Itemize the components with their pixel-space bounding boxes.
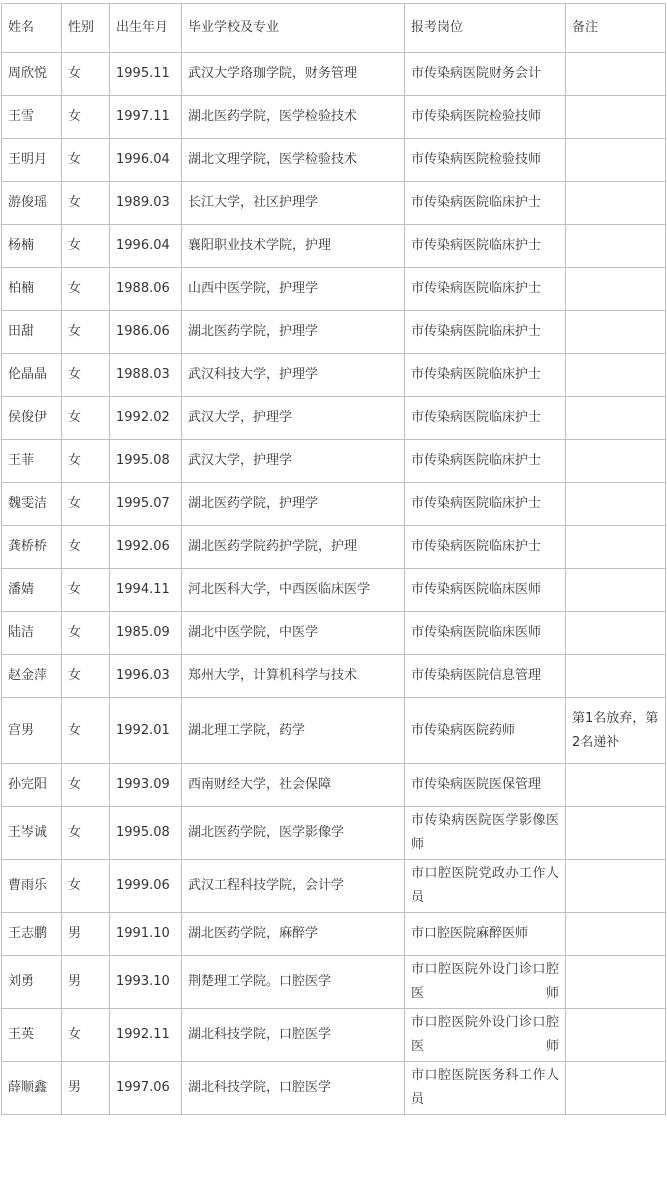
cell-gender: 女 (62, 311, 110, 354)
table-row (2, 612, 666, 655)
cell-birth: 1988.03 (110, 354, 182, 397)
header-birth: 出生年月 (110, 4, 182, 53)
cell-gender: 女 (62, 764, 110, 807)
cell-position: 市口腔医院医务科工作人员 (405, 1062, 566, 1115)
cell-gender: 女 (62, 139, 110, 182)
cell-gender: 女 (62, 612, 110, 655)
cell-school: 湖北医药学院，护理学 (182, 483, 405, 526)
cell-name: 宫男 (2, 698, 62, 764)
cell-gender: 女 (62, 1009, 110, 1062)
cell-position: 市传染病医院临床护士 (405, 182, 566, 225)
cell-name: 柏楠 (2, 268, 62, 311)
table-row (2, 311, 666, 354)
cell-position: 市口腔医院外设门诊口腔医师 (405, 1009, 566, 1062)
table-row (2, 1009, 666, 1062)
cell-name: 刘勇 (2, 956, 62, 1009)
cell-remark (566, 397, 666, 440)
cell-position: 市传染病医院临床护士 (405, 440, 566, 483)
cell-remark (566, 483, 666, 526)
cell-position: 市传染病医院临床医师 (405, 569, 566, 612)
cell-gender: 女 (62, 96, 110, 139)
table-row (2, 569, 666, 612)
cell-school: 湖北科技学院，口腔医学 (182, 1062, 405, 1115)
cell-position: 市口腔医院党政办工作人员 (405, 860, 566, 913)
cell-birth: 1992.01 (110, 698, 182, 764)
table-row (2, 655, 666, 698)
cell-gender: 女 (62, 225, 110, 268)
cell-position: 市传染病医院临床护士 (405, 225, 566, 268)
cell-remark (566, 354, 666, 397)
table-row (2, 182, 666, 225)
cell-name: 伦晶晶 (2, 354, 62, 397)
cell-position: 市传染病医院信息管理 (405, 655, 566, 698)
cell-position: 市传染病医院财务会计 (405, 53, 566, 96)
cell-position: 市口腔医院外设门诊口腔医师 (405, 956, 566, 1009)
recruitment-table (1, 3, 666, 1115)
table-row (2, 397, 666, 440)
table-row (2, 268, 666, 311)
cell-position: 市传染病医院临床医师 (405, 612, 566, 655)
cell-gender: 女 (62, 182, 110, 225)
cell-school: 武汉工程科技学院，会计学 (182, 860, 405, 913)
table-body (2, 53, 666, 1115)
cell-position: 市传染病医院临床护士 (405, 397, 566, 440)
cell-name: 薛顺鑫 (2, 1062, 62, 1115)
cell-birth: 1989.03 (110, 182, 182, 225)
cell-gender: 女 (62, 698, 110, 764)
cell-school: 湖北医药学院，医学检验技术 (182, 96, 405, 139)
cell-position: 市口腔医院麻醉医师 (405, 913, 566, 956)
cell-gender: 男 (62, 956, 110, 1009)
cell-position: 市传染病医院临床护士 (405, 526, 566, 569)
cell-gender: 女 (62, 807, 110, 860)
cell-birth: 1995.07 (110, 483, 182, 526)
cell-remark: 第1名放弃，第2名递补 (566, 698, 666, 764)
cell-remark (566, 526, 666, 569)
cell-position: 市传染病医院临床护士 (405, 354, 566, 397)
cell-birth: 1995.08 (110, 440, 182, 483)
cell-school: 湖北理工学院，药学 (182, 698, 405, 764)
cell-school: 湖北医药学院，医学影像学 (182, 807, 405, 860)
cell-school: 长江大学，社区护理学 (182, 182, 405, 225)
table-row (2, 1062, 666, 1115)
cell-birth: 1996.03 (110, 655, 182, 698)
cell-school: 武汉科技大学，护理学 (182, 354, 405, 397)
cell-name: 游俊瑶 (2, 182, 62, 225)
cell-gender: 女 (62, 860, 110, 913)
cell-birth: 1997.06 (110, 1062, 182, 1115)
cell-birth: 1993.10 (110, 956, 182, 1009)
cell-gender: 男 (62, 1062, 110, 1115)
cell-gender: 女 (62, 397, 110, 440)
cell-name: 王菲 (2, 440, 62, 483)
cell-name: 周欣悦 (2, 53, 62, 96)
cell-remark (566, 1009, 666, 1062)
cell-school: 湖北科技学院，口腔医学 (182, 1009, 405, 1062)
header-school: 毕业学校及专业 (182, 4, 405, 53)
cell-remark (566, 182, 666, 225)
table-row (2, 483, 666, 526)
cell-name: 孙完阳 (2, 764, 62, 807)
table-row (2, 53, 666, 96)
cell-birth: 1992.11 (110, 1009, 182, 1062)
cell-school: 武汉大学，护理学 (182, 440, 405, 483)
cell-school: 湖北文理学院，医学检验技术 (182, 139, 405, 182)
cell-gender: 女 (62, 53, 110, 96)
cell-school: 襄阳职业技术学院，护理 (182, 225, 405, 268)
cell-birth: 1994.11 (110, 569, 182, 612)
cell-remark (566, 1062, 666, 1115)
cell-name: 魏雯洁 (2, 483, 62, 526)
cell-position: 市传染病医院医学影像医师 (405, 807, 566, 860)
cell-school: 湖北医药学院，护理学 (182, 311, 405, 354)
cell-remark (566, 655, 666, 698)
cell-remark (566, 96, 666, 139)
cell-position: 市传染病医院临床护士 (405, 268, 566, 311)
cell-birth: 1996.04 (110, 225, 182, 268)
cell-name: 赵金萍 (2, 655, 62, 698)
cell-birth: 1992.06 (110, 526, 182, 569)
cell-school: 武汉大学珞珈学院，财务管理 (182, 53, 405, 96)
cell-remark (566, 764, 666, 807)
cell-position: 市传染病医院临床护士 (405, 311, 566, 354)
cell-gender: 女 (62, 483, 110, 526)
cell-remark (566, 268, 666, 311)
table-row (2, 956, 666, 1009)
cell-school: 湖北中医学院，中医学 (182, 612, 405, 655)
cell-birth: 1986.06 (110, 311, 182, 354)
cell-remark (566, 913, 666, 956)
cell-remark (566, 311, 666, 354)
cell-remark (566, 225, 666, 268)
table-row (2, 96, 666, 139)
cell-birth: 1993.09 (110, 764, 182, 807)
table-row (2, 698, 666, 764)
cell-school: 武汉大学，护理学 (182, 397, 405, 440)
cell-remark (566, 440, 666, 483)
cell-gender: 女 (62, 569, 110, 612)
cell-remark (566, 612, 666, 655)
cell-birth: 1992.02 (110, 397, 182, 440)
header-remark: 备注 (566, 4, 666, 53)
cell-name: 潘婧 (2, 569, 62, 612)
cell-name: 龚桥桥 (2, 526, 62, 569)
cell-birth: 1991.10 (110, 913, 182, 956)
cell-name: 王雪 (2, 96, 62, 139)
table-row (2, 354, 666, 397)
cell-school: 河北医科大学，中西医临床医学 (182, 569, 405, 612)
cell-name: 王志鹏 (2, 913, 62, 956)
cell-birth: 1985.09 (110, 612, 182, 655)
cell-name: 侯俊伊 (2, 397, 62, 440)
cell-school: 湖北医药学院，麻醉学 (182, 913, 405, 956)
cell-position: 市传染病医院医保管理 (405, 764, 566, 807)
cell-birth: 1995.08 (110, 807, 182, 860)
cell-gender: 女 (62, 354, 110, 397)
table-row (2, 225, 666, 268)
cell-birth: 1988.06 (110, 268, 182, 311)
header-row (2, 4, 666, 53)
cell-birth: 1996.04 (110, 139, 182, 182)
cell-birth: 1995.11 (110, 53, 182, 96)
table-row (2, 913, 666, 956)
cell-name: 王明月 (2, 139, 62, 182)
table-row (2, 764, 666, 807)
header-gender: 性别 (62, 4, 110, 53)
cell-gender: 男 (62, 913, 110, 956)
table-row (2, 139, 666, 182)
cell-name: 王英 (2, 1009, 62, 1062)
header-name: 姓名 (2, 4, 62, 53)
cell-position: 市传染病医院药师 (405, 698, 566, 764)
cell-gender: 女 (62, 655, 110, 698)
cell-name: 王岑诚 (2, 807, 62, 860)
cell-remark (566, 53, 666, 96)
cell-position: 市传染病医院临床护士 (405, 483, 566, 526)
cell-school: 郑州大学，计算机科学与技术 (182, 655, 405, 698)
cell-remark (566, 569, 666, 612)
table-row (2, 860, 666, 913)
cell-gender: 女 (62, 268, 110, 311)
cell-name: 杨楠 (2, 225, 62, 268)
cell-position: 市传染病医院检验技师 (405, 96, 566, 139)
table-row (2, 526, 666, 569)
cell-school: 西南财经大学，社会保障 (182, 764, 405, 807)
cell-school: 湖北医药学院药护学院，护理 (182, 526, 405, 569)
cell-name: 田甜 (2, 311, 62, 354)
cell-gender: 女 (62, 526, 110, 569)
table-row (2, 440, 666, 483)
cell-name: 陆洁 (2, 612, 62, 655)
cell-birth: 1999.06 (110, 860, 182, 913)
header-position: 报考岗位 (405, 4, 566, 53)
cell-remark (566, 139, 666, 182)
cell-gender: 女 (62, 440, 110, 483)
table-row (2, 807, 666, 860)
cell-birth: 1997.11 (110, 96, 182, 139)
cell-remark (566, 956, 666, 1009)
cell-position: 市传染病医院检验技师 (405, 139, 566, 182)
cell-remark (566, 860, 666, 913)
cell-school: 荆楚理工学院。口腔医学 (182, 956, 405, 1009)
cell-name: 曹雨乐 (2, 860, 62, 913)
cell-remark (566, 807, 666, 860)
cell-school: 山西中医学院，护理学 (182, 268, 405, 311)
